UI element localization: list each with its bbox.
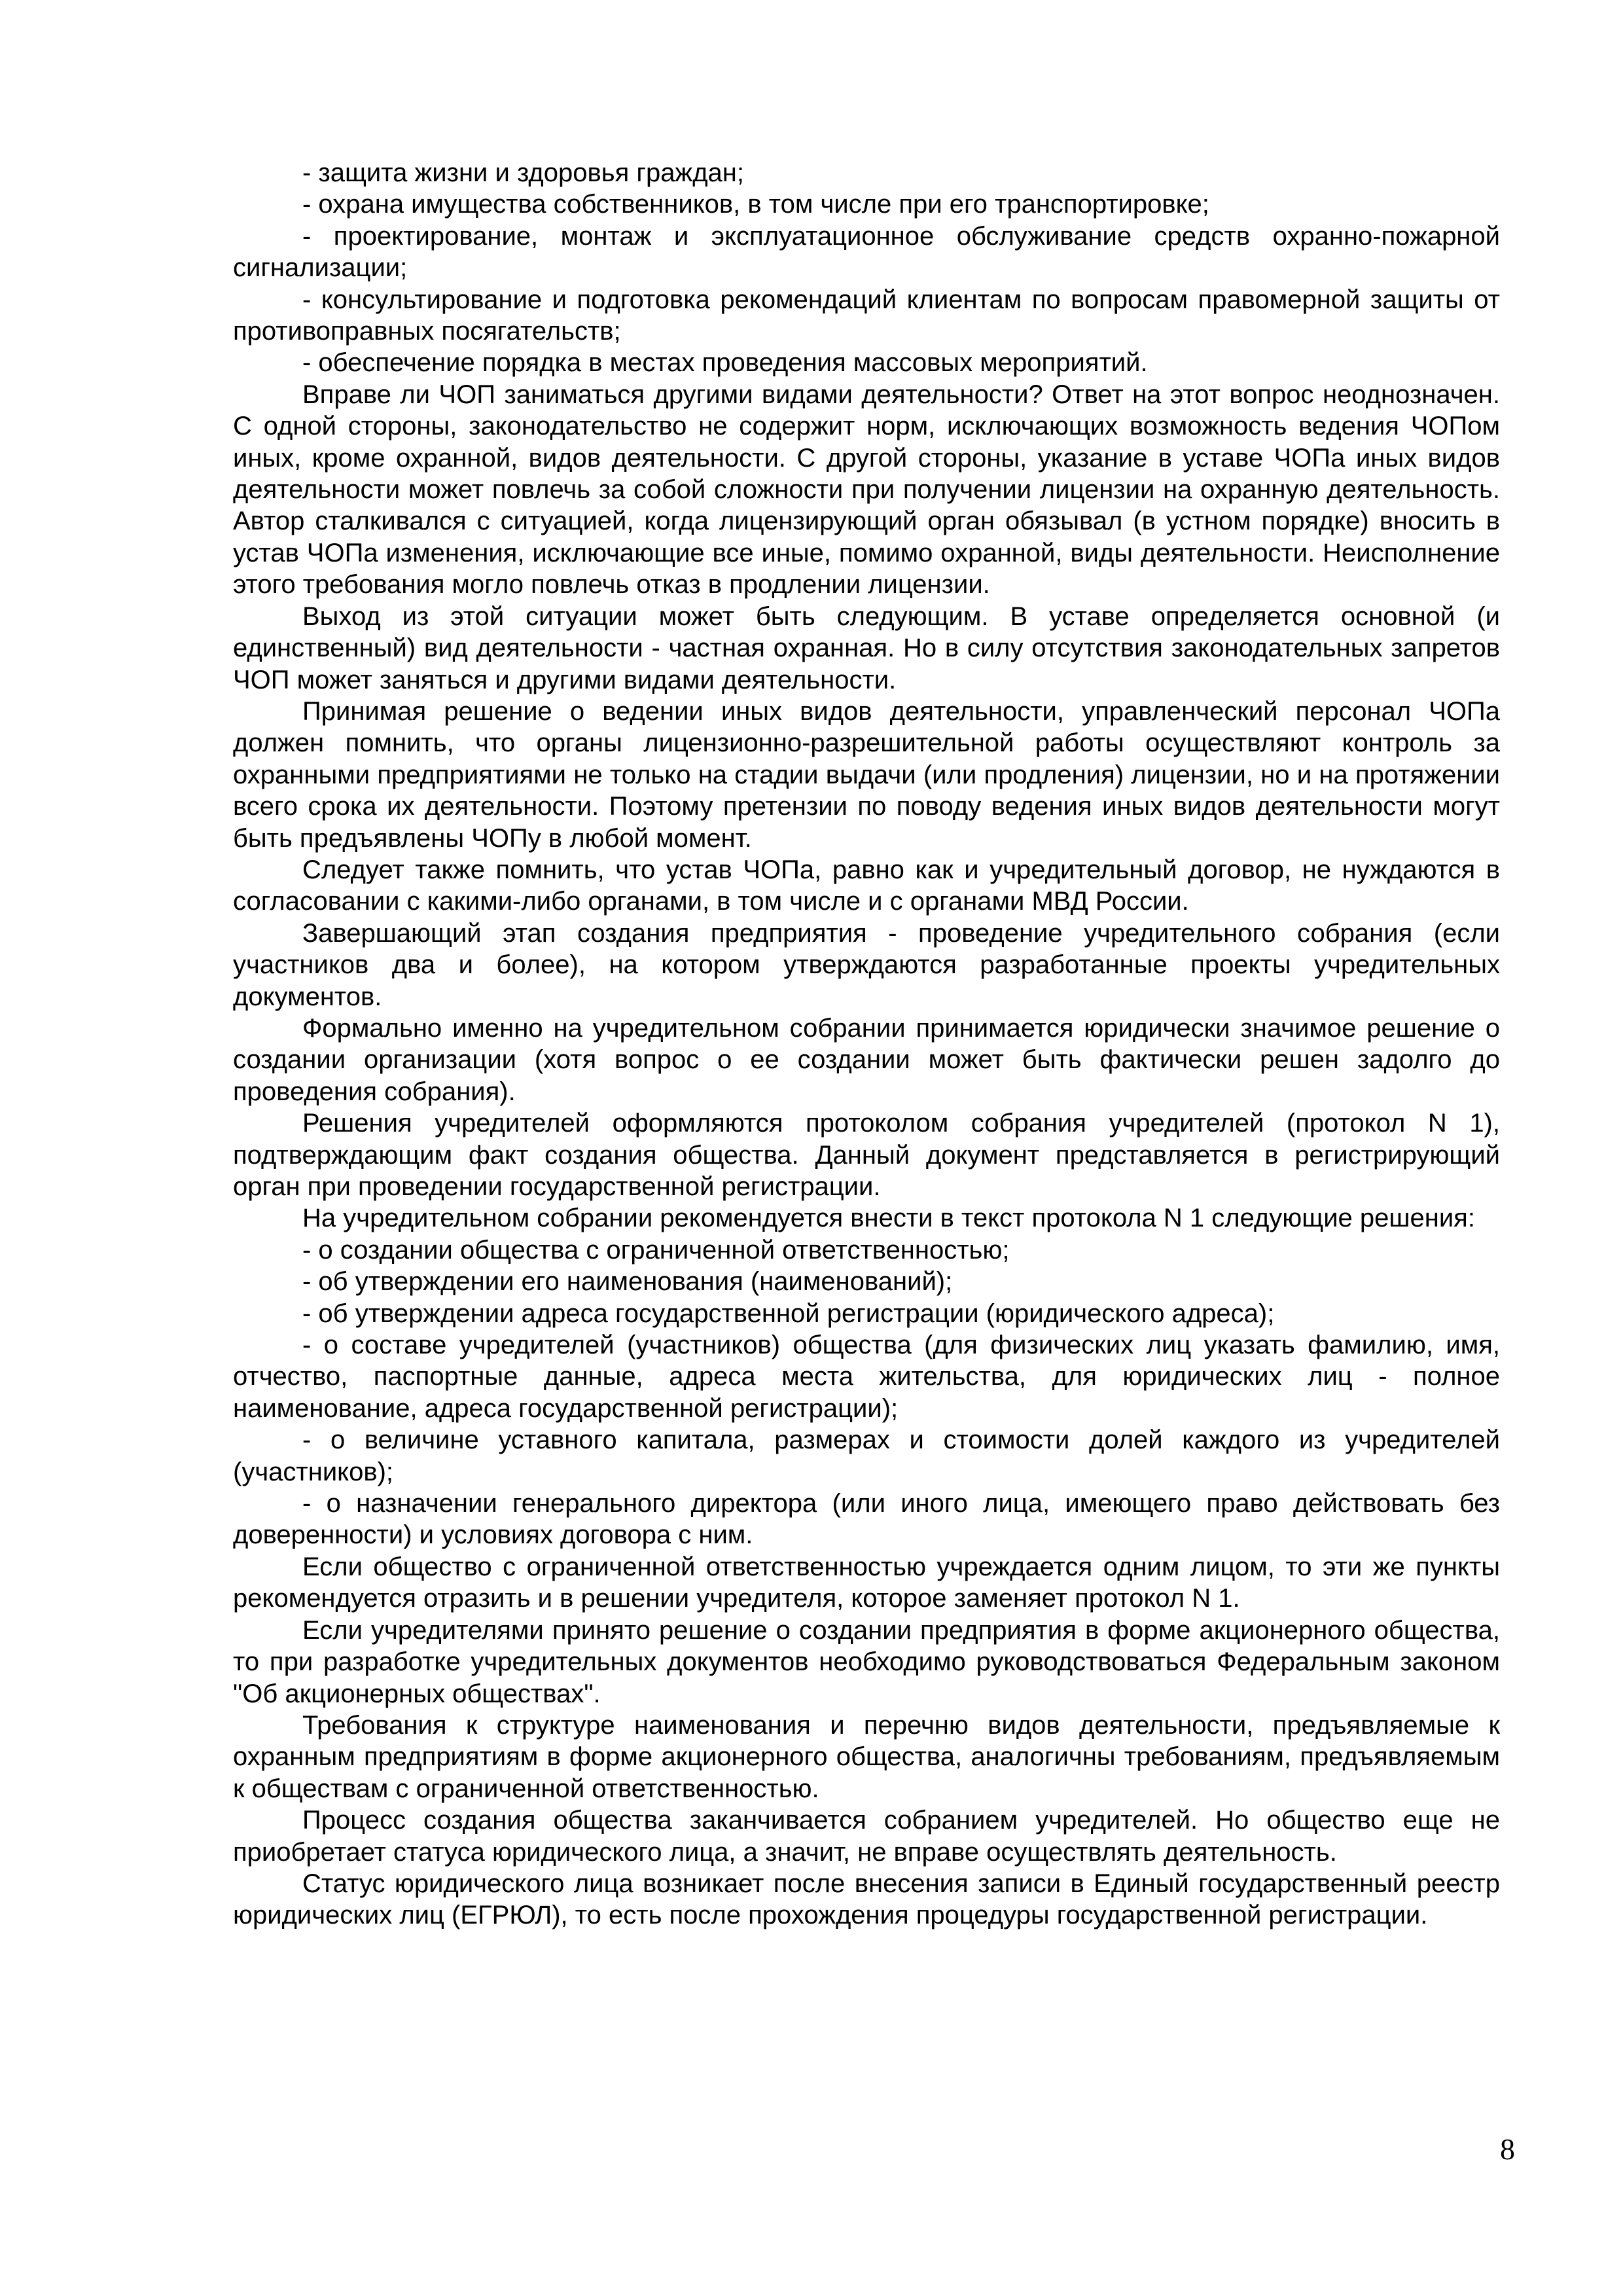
page-number: 8 (1500, 2132, 1515, 2166)
list-item: - об утверждении его наименования (наименований); (302, 1267, 953, 1297)
list-item: - обеспечение порядка в местах проведения массовых мероприятий. (302, 348, 1148, 378)
body-text (233, 157, 1500, 1931)
paragraph: Принимая решение о ведении иных видов деятельности, управленческий персонал ЧОПа должен помнить, что органы лицензионно-разрешительной работы осуществляют контроль за охранными предприятиями не только на стадии выдачи (или продления) лицензии, но и на протяжении всего срока их деятельности. Поэтому претензии по поводу ведения иных видов деятельности могут быть предъявлены ЧОПу в любой момент. (233, 696, 1500, 853)
list-item: - о составе учредителей (участников) общества (для физических лиц указать фамилию, имя, отчество, паспортные данные, адреса места жительства, для юридических лиц - полное наименование, адреса государственной регистрации); (233, 1331, 1500, 1423)
paragraph: Следует также помнить, что устав ЧОПа, равно как и учредительный договор, не нуждаются в согласовании с какими-либо органами, в том числе и с органами МВД России. (233, 855, 1500, 916)
list-item: - консультирование и подготовка рекомендаций клиентам по вопросам правомерной защиты от противоправных посягательств; (233, 285, 1500, 346)
paragraph: Решения учредителей оформляются протоколом собрания учредителей (протокол N 1), подтверждающим факт создания общества. Данный документ представляется в регистрирующий орган при проведении государственной регистрации. (233, 1109, 1500, 1201)
paragraph: Если учредителями принято решение о создании предприятия в форме акционерного общества, то при разработке учредительных документов необходимо руководствоваться Федеральным законом "Об акционерных обществах". (233, 1615, 1500, 1708)
paragraph: Статус юридического лица возникает после внесения записи в Единый государственный реестр юридических лиц (ЕГРЮЛ), то есть после прохождения процедуры государственной регистрации. (233, 1869, 1500, 1930)
list-item: - об утверждении адреса государственной регистрации (юридического адреса); (302, 1299, 1275, 1328)
paragraph: Вправе ли ЧОП заниматься другими видами деятельности? Ответ на этот вопрос неоднозначен. С одной стороны, законодательство не содержит норм, исключающих возможность ведения ЧОПом иных, кроме охранной, видов деятельности. С другой стороны, указание в уставе ЧОПа иных видов деятельности может повлечь за собой сложности при получении лицензии на охранную деятельность. Автор сталкивался с ситуацией, когда лицензирующий орган обязывал (в устном порядке) вносить в устав ЧОПа изменения, исключающие все иные, помимо охранной, виды деятельности. Неисполнение этого требования могло повлечь отказ в продлении лицензии. (233, 380, 1500, 600)
list-item: - проектирование, монтаж и эксплуатационное обслуживание средств охранно-пожарной сигнализации; (233, 221, 1500, 283)
paragraph: Процесс создания общества заканчивается собранием учредителей. Но общество еще не приобретает статуса юридического лица, а значит, не вправе осуществлять деятельность. (233, 1806, 1500, 1867)
list-item: - охрана имущества собственников, в том числе при его транспортировке; (302, 190, 1209, 219)
paragraph: Завершающий этап создания предприятия - проведение учредительного собрания (если участников два и более), на котором утверждаются разработанные проекты учредительных документов. (233, 918, 1500, 1011)
paragraph: Если общество с ограниченной ответственностью учреждается одним лицом, то эти же пункты рекомендуется отразить и в решении учредителя, которое заменяет протокол N 1. (233, 1552, 1500, 1613)
list-item: - о назначении генерального директора (или иного лица, имеющего право действовать без доверенности) и условиях договора с ним. (233, 1489, 1500, 1550)
list-item: - о величине уставного капитала, размерах и стоимости долей каждого из учредителей (участников); (233, 1426, 1500, 1486)
list-item: - защита жизни и здоровья граждан; (302, 158, 744, 187)
paragraph: На учредительном собрании рекомендуется внести в текст протокола N 1 следующие решения: (302, 1204, 1475, 1233)
paragraph: Выход из этой ситуации может быть следующим. В уставе определяется основной (и единственный) вид деятельности - частная охранная. Но в силу отсутствия законодательных запретов ЧОП может заняться и другими видами деятельности. (233, 601, 1500, 694)
paragraph: Требования к структуре наименования и перечню видов деятельности, предъявляемые к охранным предприятиям в форме акционерного общества, аналогичны требованиям, предъявляемым к обществам с ограниченной ответственностью. (233, 1710, 1500, 1803)
paragraph: Формально именно на учредительном собрании принимается юридически значимое решение о создании организации (хотя вопрос о ее создании может быть фактически решен задолго до проведения собрания). (233, 1013, 1500, 1106)
list-item: - о создании общества с ограниченной ответственностью; (302, 1235, 1010, 1265)
